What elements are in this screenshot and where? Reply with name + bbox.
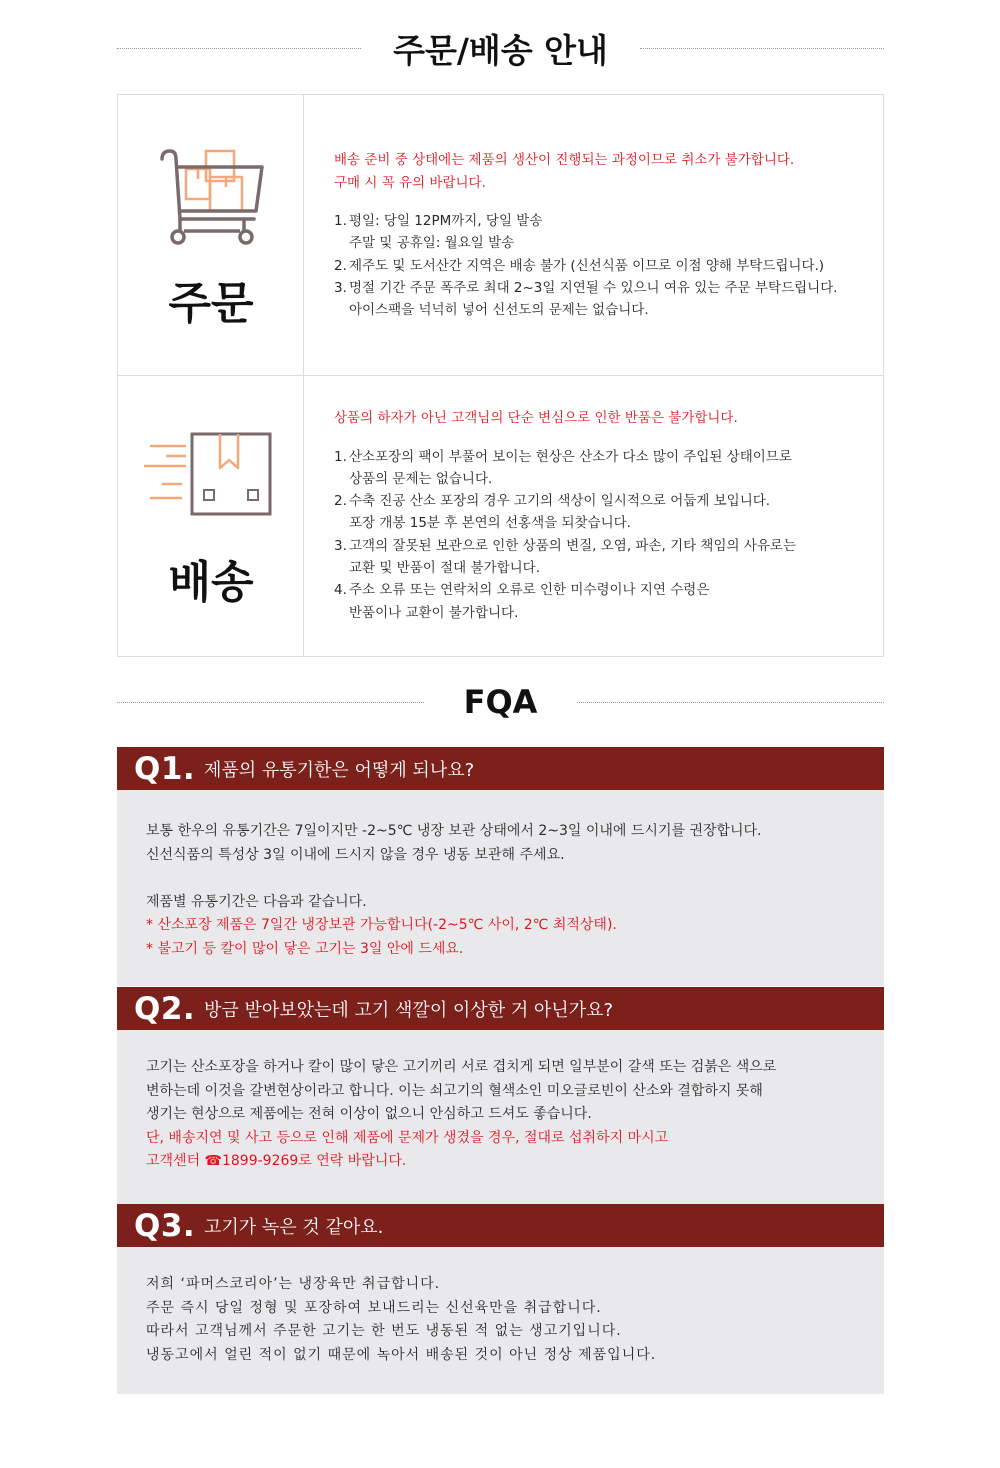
answer-line: 제품별 유통기간은 다음과 같습니다. xyxy=(146,893,367,910)
faq-item xyxy=(117,1204,884,1394)
note-number: 2. xyxy=(334,257,347,274)
question-number: Q3. xyxy=(134,1207,196,1244)
order-note-item xyxy=(334,277,874,322)
order-section-title: 주문/배송 안내 xyxy=(393,30,608,70)
divider-right xyxy=(640,48,884,49)
order-notes-list xyxy=(334,210,874,321)
faq-item xyxy=(117,747,884,986)
answer-line: 냉동고에서 얼린 적이 없기 때문에 녹아서 배송된 것이 아닌 정상 제품입니다. xyxy=(146,1346,657,1363)
question-number: Q1. xyxy=(134,750,196,787)
answer-line-highlight: * 불고기 등 칼이 많이 닿은 고기는 3일 안에 드세요. xyxy=(146,940,464,957)
note-text: 수축 진공 산소 포장의 경우 고기의 색상이 일시적으로 어둡게 보입니다. xyxy=(349,493,771,510)
shipping-label: 배송 xyxy=(168,557,254,608)
faq-answer xyxy=(117,1030,884,1204)
order-shipping-info-box xyxy=(117,94,884,657)
note-number: 2. xyxy=(334,493,347,510)
question-number: Q2. xyxy=(134,990,196,1027)
shipping-details xyxy=(334,407,874,624)
note-text: 주말 및 공휴일: 월요일 발송 xyxy=(349,235,515,252)
note-text: 상품의 문제는 없습니다. xyxy=(349,470,493,487)
faq-section-title: FQA xyxy=(463,683,538,721)
order-label-cell xyxy=(118,95,304,375)
note-text: 산소포장의 팩이 부풀어 보이는 현상은 산소가 다소 많이 주입된 상태이므로 xyxy=(349,448,792,465)
note-number: 3. xyxy=(334,537,347,554)
faq-question-bar xyxy=(117,987,884,1030)
divider-right xyxy=(577,702,884,703)
note-text: 교환 및 반품이 절대 불가합니다. xyxy=(349,559,540,576)
shipping-note-item xyxy=(334,535,874,580)
answer-line: 변하는데 이것을 갈변현상이라고 합니다. 이는 쇠고기의 혈색소인 미오글로빈이 산소와 결합하지 못해 xyxy=(146,1082,763,1099)
faq-answer xyxy=(117,1247,884,1394)
answer-line: 보통 한우의 유통기간은 7일이지만 -2~5℃ 냉장 보관 상태에서 2~3일 이내에 드시기를 권장합니다. xyxy=(146,823,762,839)
order-warning-line: 배송 준비 중 상태에는 제품의 생산이 진행되는 과정이므로 취소가 불가합니다. xyxy=(334,152,795,168)
order-note-item xyxy=(334,210,874,255)
faq-question-bar xyxy=(117,747,884,790)
note-text: 고객의 잘못된 보관으로 인한 상품의 변질, 오염, 파손, 기타 책임의 사유로는 xyxy=(349,537,797,554)
answer-line: 주문 즉시 당일 정형 및 포장하여 보내드리는 신선육만을 취급합니다. xyxy=(146,1299,602,1316)
shipping-note-item xyxy=(334,490,874,535)
answer-spacer xyxy=(146,867,884,891)
answer-line: 따라서 고객님께서 주문한 고기는 한 번도 냉동된 적 없는 생고기입니다. xyxy=(146,1323,622,1339)
question-text: 고기가 녹은 것 같아요. xyxy=(204,1216,384,1238)
answer-line: 고기는 산소포장을 하거나 칼이 많이 닿은 고기끼리 서로 겹치게 되면 일부분이 갈색 또는 검붉은 색으로 xyxy=(146,1059,777,1075)
answer-line-highlight: 고객센터 ☎1899-9269로 연락 바랍니다. xyxy=(146,1153,407,1169)
delivery-box-icon xyxy=(144,432,279,522)
shipping-notes-list xyxy=(334,446,874,624)
note-text: 반품이나 교환이 불가합니다. xyxy=(349,604,519,621)
order-details xyxy=(334,149,874,321)
order-section-header xyxy=(117,18,884,78)
note-number: 1. xyxy=(334,448,347,465)
note-number: 1. xyxy=(334,213,347,229)
note-text: 명절 기간 주문 폭주로 최대 2~3일 지연될 수 있으니 여유 있는 주문 부탁드립니다. xyxy=(349,279,838,296)
note-text: 주소 오류 또는 연락처의 오류로 인한 미수령이나 지연 수령은 xyxy=(349,582,710,599)
shipping-note-item xyxy=(334,446,874,491)
shipping-note-item xyxy=(334,579,874,624)
answer-line-highlight: 단, 배송지연 및 사고 등으로 인해 제품에 문제가 생겼을 경우, 절대로 섭취하지 마시고 xyxy=(146,1129,669,1146)
question-text: 제품의 유통기한은 어떻게 되나요? xyxy=(204,759,475,781)
divider-left xyxy=(117,702,424,703)
answer-line-highlight: * 산소포장 제품은 7일간 냉장보관 가능합니다(-2~5℃ 사이, 2℃ 최적상태). xyxy=(146,917,617,933)
shipping-warning-line: 상품의 하자가 아닌 고객님의 단순 변심으로 인한 반품은 불가합니다. xyxy=(334,410,738,426)
divider-left xyxy=(117,48,361,49)
faq-question-bar xyxy=(117,1204,884,1247)
note-text: 포장 개봉 15분 후 본연의 선홍색을 되찾습니다. xyxy=(349,515,631,532)
answer-line: 신선식품의 특성상 3일 이내에 드시지 않을 경우 냉동 보관해 주세요. xyxy=(146,846,565,863)
order-info-row xyxy=(118,95,883,376)
question-text: 방금 받아보았는데 고기 색깔이 이상한 거 아닌가요? xyxy=(204,999,614,1021)
faq-section-header xyxy=(117,672,884,732)
note-number: 4. xyxy=(334,582,347,599)
shopping-cart-icon xyxy=(158,147,268,247)
note-text: 제주도 및 도서산간 지역은 배송 불가 (신선식품 이므로 이점 양해 부탁드립니다.) xyxy=(349,257,825,274)
note-number: 3. xyxy=(334,279,347,296)
note-text: 아이스팩을 넉넉히 넣어 신선도의 문제는 없습니다. xyxy=(349,302,649,319)
faq-item xyxy=(117,987,884,1204)
answer-line: 저희 ‘파머스코리아’는 냉장육만 취급합니다. xyxy=(146,1276,441,1292)
order-label: 주문 xyxy=(168,278,254,329)
order-warning-line: 구매 시 꼭 유의 바랍니다. xyxy=(334,174,486,191)
shipping-info-row xyxy=(118,376,883,656)
order-note-item xyxy=(334,255,874,277)
shipping-label-cell xyxy=(118,376,304,656)
faq-answer xyxy=(117,790,884,986)
answer-line: 생기는 현상으로 제품에는 전혀 이상이 없으니 안심하고 드셔도 좋습니다. xyxy=(146,1106,592,1122)
note-text: 평일: 당일 12PM까지, 당일 발송 xyxy=(349,213,543,229)
